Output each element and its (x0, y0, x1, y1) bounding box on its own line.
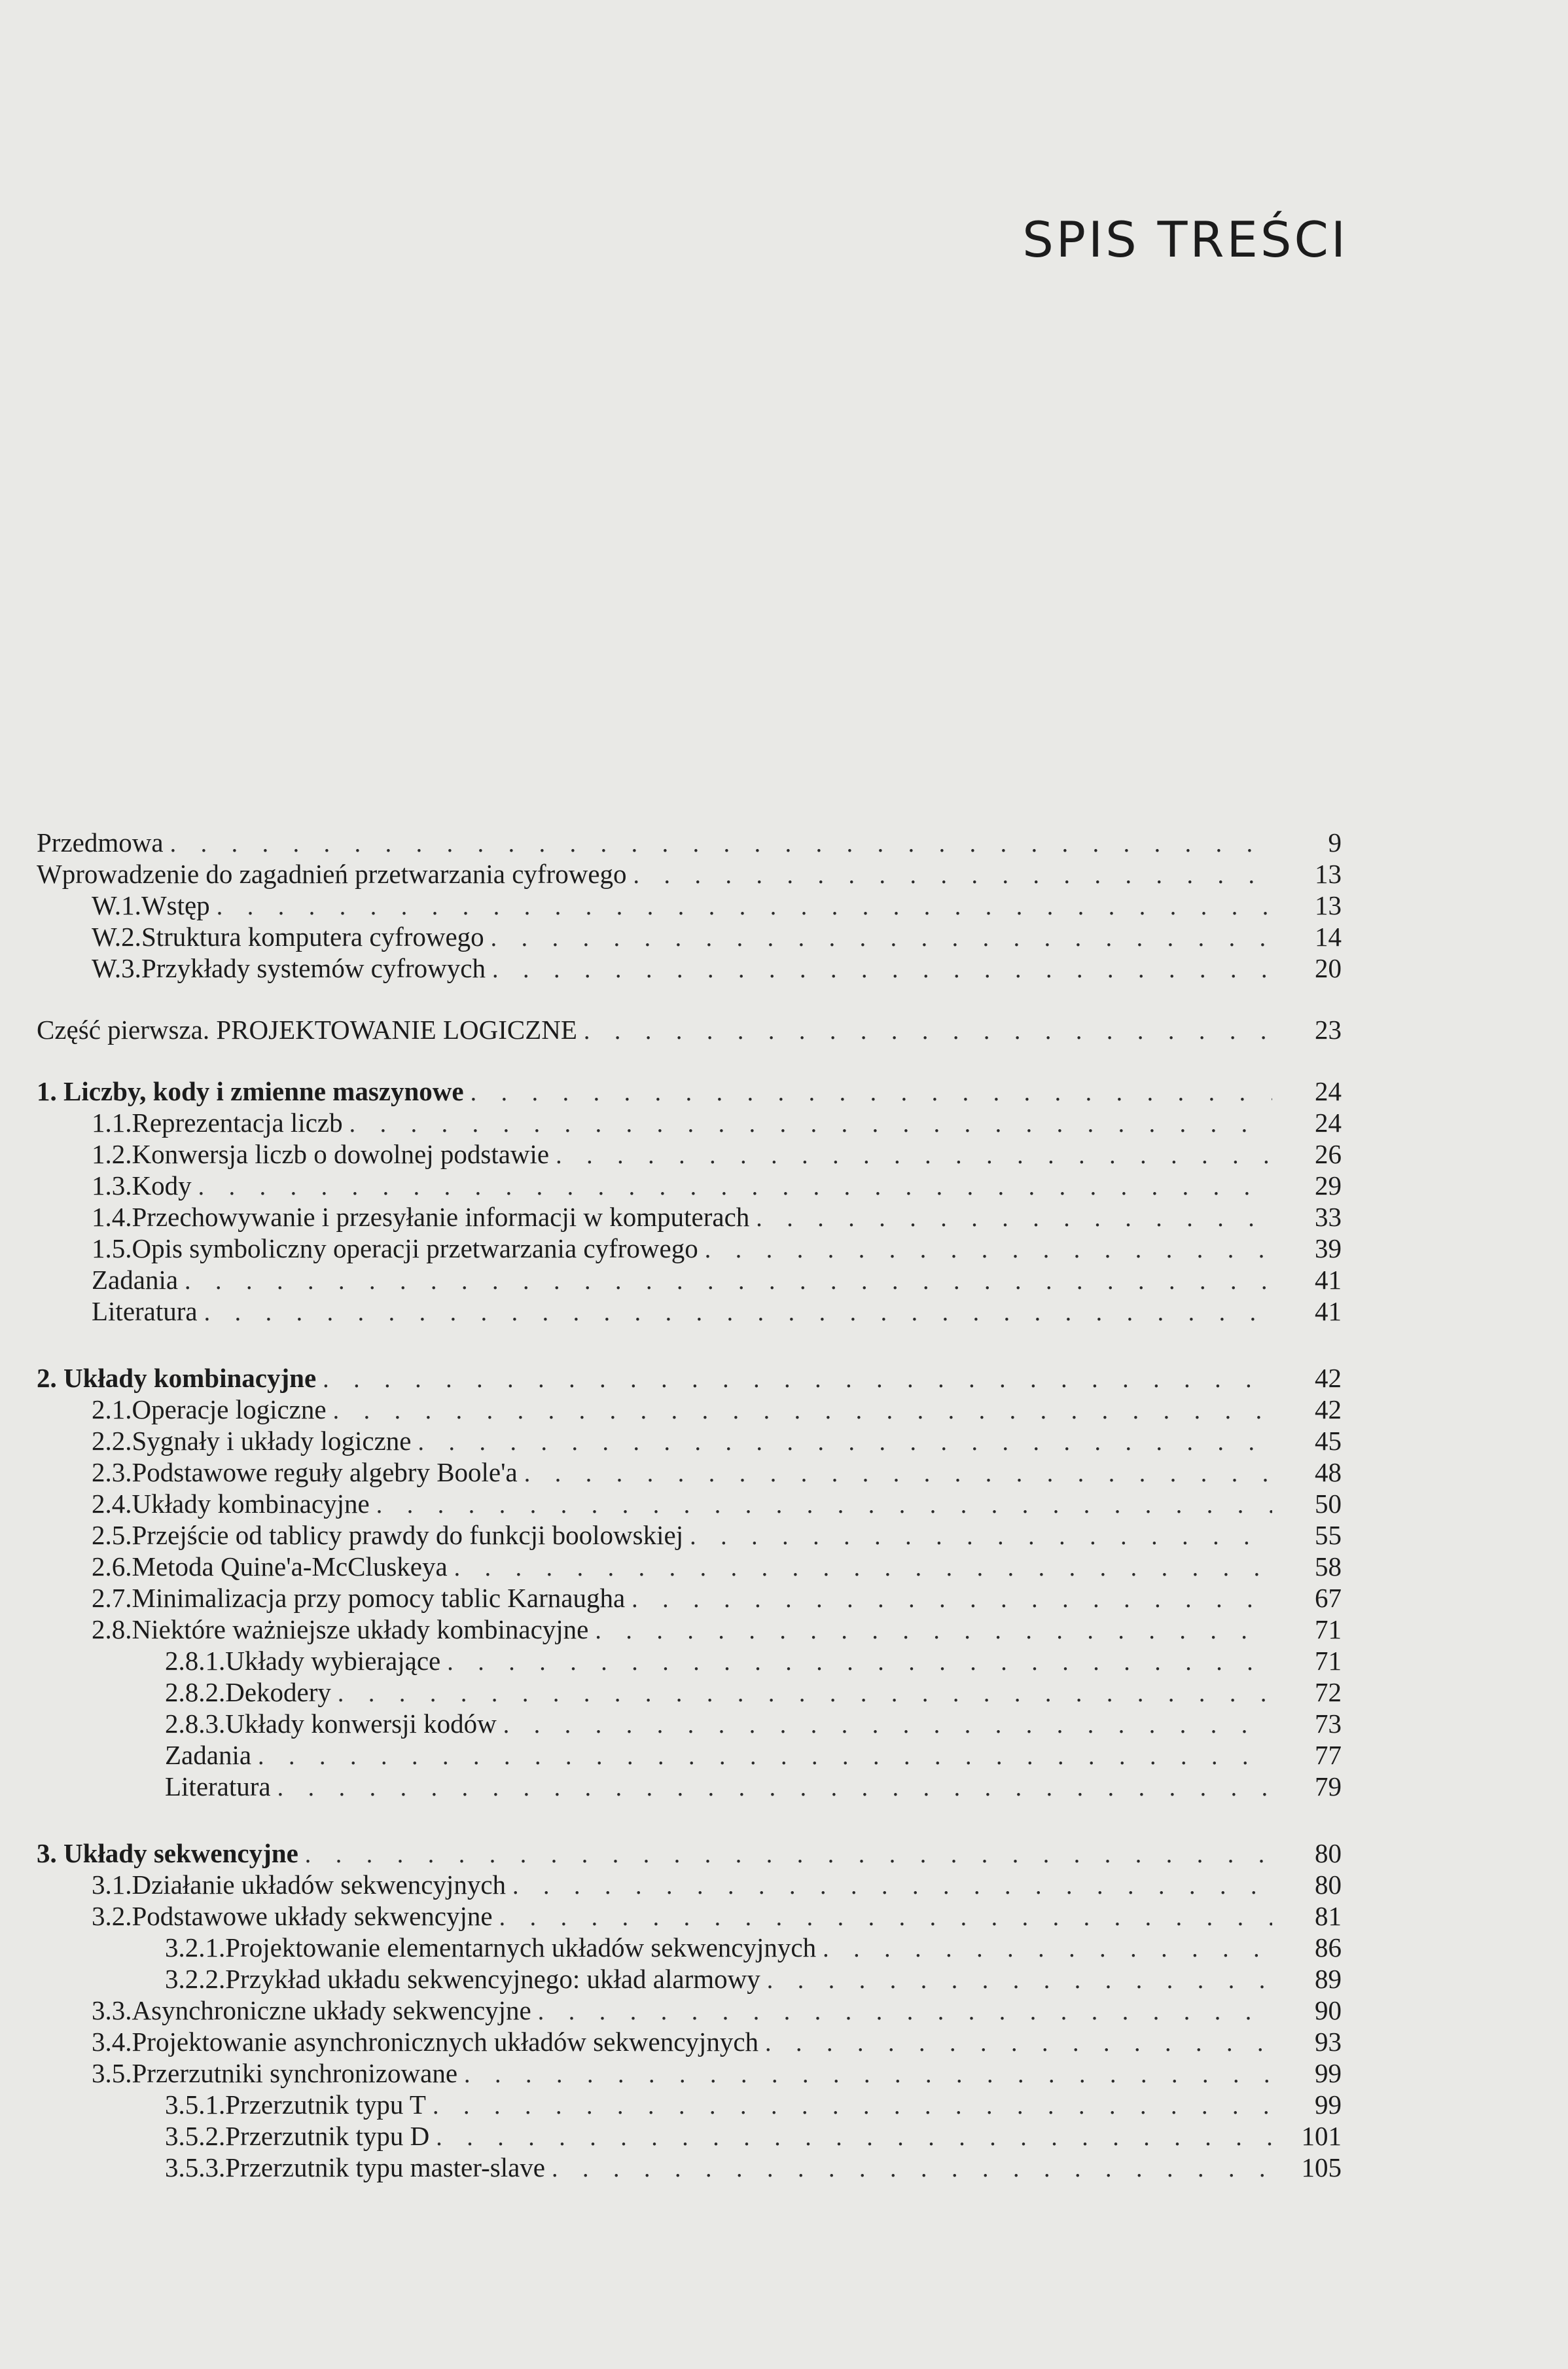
page-number: 48 (1315, 1457, 1342, 1487)
part-label: Część pierwsza. (37, 1015, 210, 1045)
entry-title: Układy sekwencyjne (63, 1838, 298, 1868)
toc-entry (37, 1551, 1342, 1582)
leader-dots (765, 2027, 1272, 2059)
page-number: 41 (1315, 1265, 1342, 1295)
toc-part-heading (37, 1014, 1342, 1045)
leader-dots (633, 859, 1272, 891)
page-number: 29 (1315, 1170, 1342, 1201)
entry-title: Struktura komputera cyfrowego (141, 922, 484, 952)
entry-title: Przerzutniki synchronizowane (132, 2058, 458, 2088)
entry-number: 3.1. (92, 1870, 132, 1900)
toc-entry (37, 2057, 1342, 2089)
page-number: 14 (1315, 922, 1342, 952)
page-number: 90 (1315, 1995, 1342, 2025)
leader-dots (499, 1902, 1272, 1933)
toc-entry (37, 1233, 1342, 1264)
page-number: 67 (1315, 1583, 1342, 1613)
entry-title: Przejście od tablicy prawdy do funkcji boolowskiej (132, 1520, 684, 1550)
toc-entry (37, 1138, 1342, 1170)
entry-number: 3.3. (92, 1995, 132, 2025)
toc-entry (37, 1739, 1342, 1771)
entry-number: 3.2.2. (165, 1964, 226, 1994)
leader-dots (767, 1964, 1272, 1996)
leader-dots (556, 1140, 1272, 1171)
entry-title: Układy wybierające (225, 1646, 441, 1676)
entry-number: W.2. (92, 922, 141, 952)
leader-dots (512, 1870, 1272, 1902)
toc-entry (37, 2152, 1342, 2183)
toc-entry (37, 1645, 1342, 1676)
entry-number: 2.2. (92, 1426, 132, 1456)
entry-title: Działanie układów sekwencyjnych (132, 1870, 507, 1900)
leader-dots (823, 1933, 1272, 1964)
leader-dots (323, 1364, 1272, 1395)
leader-dots (503, 1709, 1272, 1741)
leader-dots (217, 891, 1272, 922)
entry-title: Sygnały i układy logiczne (132, 1426, 412, 1456)
toc-entry (37, 1295, 1342, 1327)
page-number: 26 (1315, 1139, 1342, 1169)
entry-title: Literatura (165, 1771, 271, 1801)
leader-dots (277, 1772, 1272, 1803)
leader-dots (538, 1996, 1272, 2027)
entry-number: 3.4. (92, 2027, 132, 2057)
entry-title: Projektowanie asynchronicznych układów sekwencyjnych (132, 2027, 759, 2057)
entry-number: 3.5.2. (165, 2121, 226, 2151)
leader-dots (198, 1171, 1272, 1203)
entry-number: 3.5.1. (165, 2089, 226, 2120)
toc-entry (37, 2089, 1342, 2120)
toc-entry (37, 1456, 1342, 1488)
page-number: 80 (1315, 1870, 1342, 1900)
entry-title: Podstawowe reguły algebry Boole'a (132, 1457, 518, 1487)
entry-title: Zadania (92, 1265, 179, 1295)
entry-number: 1.2. (92, 1139, 132, 1169)
page-number: 99 (1315, 2058, 1342, 2088)
page-number: 93 (1315, 2027, 1342, 2057)
leader-dots (552, 2153, 1272, 2184)
toc-entry (37, 921, 1342, 952)
toc-entry (37, 1170, 1342, 1201)
page-number: 86 (1315, 1932, 1342, 1962)
toc-entry (37, 1708, 1342, 1739)
page-number: 89 (1315, 1964, 1342, 1994)
entry-title: Niektóre ważniejsze układy kombinacyjne (132, 1614, 589, 1644)
entry-number: 1.1. (92, 1108, 132, 1138)
leader-dots (258, 1741, 1272, 1772)
page-number: 33 (1315, 1202, 1342, 1232)
toc-entry (37, 827, 1342, 858)
page-number: 13 (1315, 859, 1342, 889)
leader-dots (436, 2122, 1272, 2153)
page-number: 58 (1315, 1551, 1342, 1582)
page-number: 50 (1315, 1489, 1342, 1519)
entry-title: Przedmowa (37, 827, 164, 858)
page-number: 71 (1315, 1614, 1342, 1644)
entry-number: 2.4. (92, 1489, 132, 1519)
page-number: 105 (1301, 2152, 1342, 2182)
page-number: 13 (1315, 890, 1342, 920)
entry-number: W.3. (92, 953, 141, 983)
entry-number: 2.5. (92, 1520, 132, 1550)
toc-chapter (37, 1076, 1342, 1107)
entry-title: Przerzutnik typu D (225, 2121, 430, 2151)
entry-title: Dekodery (225, 1677, 331, 1707)
leader-dots (185, 1265, 1272, 1297)
entry-number: 3.2.1. (165, 1932, 226, 1962)
entry-number: 1.4. (92, 1202, 132, 1232)
entry-number: 1.3. (92, 1170, 132, 1201)
entry-number: 2.3. (92, 1457, 132, 1487)
entry-title: Asynchroniczne układy sekwencyjne (132, 1995, 531, 2025)
entry-title: Układy kombinacyjne (132, 1489, 370, 1519)
toc-entry (37, 2026, 1342, 2057)
toc-entry (37, 1582, 1342, 1614)
toc-entry (37, 1676, 1342, 1708)
toc-entry (37, 1107, 1342, 1138)
leader-dots (595, 1615, 1272, 1646)
page-number: 81 (1315, 1901, 1342, 1931)
entry-title: Opis symboliczny operacji przetwarzania cyfrowego (132, 1233, 698, 1263)
page-number: 77 (1315, 1740, 1342, 1770)
entry-number: 3. (37, 1838, 57, 1868)
toc-entry (37, 1488, 1342, 1519)
entry-title: Operacje logiczne (132, 1394, 327, 1424)
toc-entry (37, 2120, 1342, 2152)
page-number: 73 (1315, 1709, 1342, 1739)
page-number: 45 (1315, 1426, 1342, 1456)
entry-number: 2. (37, 1363, 57, 1393)
entry-title: Przerzutnik typu T (225, 2089, 426, 2120)
entry-title: Układy konwersji kodów (225, 1709, 497, 1739)
toc-entry (37, 1425, 1342, 1456)
leader-dots (464, 2059, 1272, 2090)
leader-dots (492, 954, 1272, 985)
page-number: 41 (1315, 1296, 1342, 1326)
entry-title: Literatura (92, 1296, 198, 1326)
entry-title: Wprowadzenie do zagadnień przetwarzania cyfrowego (37, 859, 627, 889)
entry-title: Przerzutnik typu master-slave (225, 2152, 545, 2182)
entry-number: 2.8. (92, 1614, 132, 1644)
entry-title: Podstawowe układy sekwencyjne (132, 1901, 493, 1931)
entry-number: 2.8.1. (165, 1646, 226, 1676)
entry-number: 2.7. (92, 1583, 132, 1613)
entry-title: Wstęp (141, 890, 210, 920)
toc-entry (37, 1963, 1342, 1995)
toc-entry (37, 1869, 1342, 1900)
leader-dots (418, 1426, 1273, 1458)
table-of-contents (37, 827, 1342, 2183)
toc-entry (37, 858, 1342, 890)
toc-entry (37, 890, 1342, 921)
page-number: 80 (1315, 1838, 1342, 1868)
page-title: SPIS TREŚCI (1022, 211, 1348, 268)
leader-dots (632, 1583, 1272, 1615)
leader-dots (376, 1489, 1272, 1521)
leader-dots (204, 1297, 1272, 1328)
entry-title: Minimalizacja przy pomocy tablic Karnaugha (132, 1583, 626, 1613)
toc-entry (37, 1519, 1342, 1551)
toc-entry (37, 1264, 1342, 1295)
toc-entry (37, 1995, 1342, 2026)
leader-dots (349, 1108, 1272, 1140)
leader-dots (305, 1839, 1272, 1870)
entry-number: 2.8.2. (165, 1677, 226, 1707)
page-number: 72 (1315, 1677, 1342, 1707)
page-number: 42 (1315, 1363, 1342, 1393)
entry-title: Układy kombinacyjne (63, 1363, 317, 1393)
leader-dots (170, 828, 1272, 859)
entry-number: 2.1. (92, 1394, 132, 1424)
page-number: 79 (1315, 1771, 1342, 1801)
entry-title: PROJEKTOWANIE LOGICZNE (216, 1015, 577, 1045)
page-number: 9 (1328, 827, 1342, 858)
toc-chapter (37, 1837, 1342, 1869)
page-number: 39 (1315, 1233, 1342, 1263)
leader-dots (584, 1015, 1272, 1047)
leader-dots (454, 1552, 1272, 1583)
entry-title: Przykład układu sekwencyjnego: układ alarmowy (225, 1964, 760, 1994)
entry-title: Reprezentacja liczb (132, 1108, 343, 1138)
entry-title: Przykłady systemów cyfrowych (141, 953, 486, 983)
leader-dots (333, 1395, 1272, 1426)
leader-dots (690, 1521, 1272, 1552)
entry-title: Liczby, kody i zmienne maszynowe (63, 1076, 464, 1106)
entry-number: 3.5. (92, 2058, 132, 2088)
toc-chapter (37, 1362, 1342, 1394)
page-number: 101 (1301, 2121, 1342, 2151)
page-number: 55 (1315, 1520, 1342, 1550)
page-number: 42 (1315, 1394, 1342, 1424)
page-number: 99 (1315, 2089, 1342, 2120)
leader-dots (338, 1678, 1272, 1709)
leader-dots (705, 1234, 1272, 1265)
entry-title: Konwersja liczb o dowolnej podstawie (132, 1139, 550, 1169)
toc-entry (37, 1394, 1342, 1425)
leader-dots (447, 1646, 1272, 1678)
entry-number: 1.5. (92, 1233, 132, 1263)
entry-title: Projektowanie elementarnych układów sekwencyjnych (225, 1932, 817, 1962)
page-number: 23 (1315, 1015, 1342, 1045)
entry-title: Kody (132, 1170, 192, 1201)
toc-entry (37, 1771, 1342, 1802)
leader-dots (491, 922, 1272, 954)
entry-title: Przechowywanie i przesyłanie informacji w komputerach (132, 1202, 750, 1232)
leader-dots (471, 1077, 1272, 1108)
toc-entry (37, 1900, 1342, 1932)
toc-entry (37, 952, 1342, 984)
entry-number: 3.2. (92, 1901, 132, 1931)
entry-number: 2.8.3. (165, 1709, 226, 1739)
entry-number: 2.6. (92, 1551, 132, 1582)
page-number: 24 (1315, 1076, 1342, 1106)
page-number: 24 (1315, 1108, 1342, 1138)
leader-dots (524, 1458, 1272, 1489)
toc-entry (37, 1932, 1342, 1963)
leader-dots (433, 2090, 1272, 2122)
page-number: 20 (1315, 953, 1342, 983)
leader-dots (756, 1203, 1272, 1234)
toc-entry (37, 1201, 1342, 1233)
toc-entry (37, 1614, 1342, 1645)
entry-number: W.1. (92, 890, 141, 920)
page-number: 71 (1315, 1646, 1342, 1676)
entry-title: Zadania (165, 1740, 252, 1770)
entry-number: 1. (37, 1076, 57, 1106)
entry-title: Metoda Quine'a-McCluskeya (132, 1551, 448, 1582)
entry-number: 3.5.3. (165, 2152, 226, 2182)
